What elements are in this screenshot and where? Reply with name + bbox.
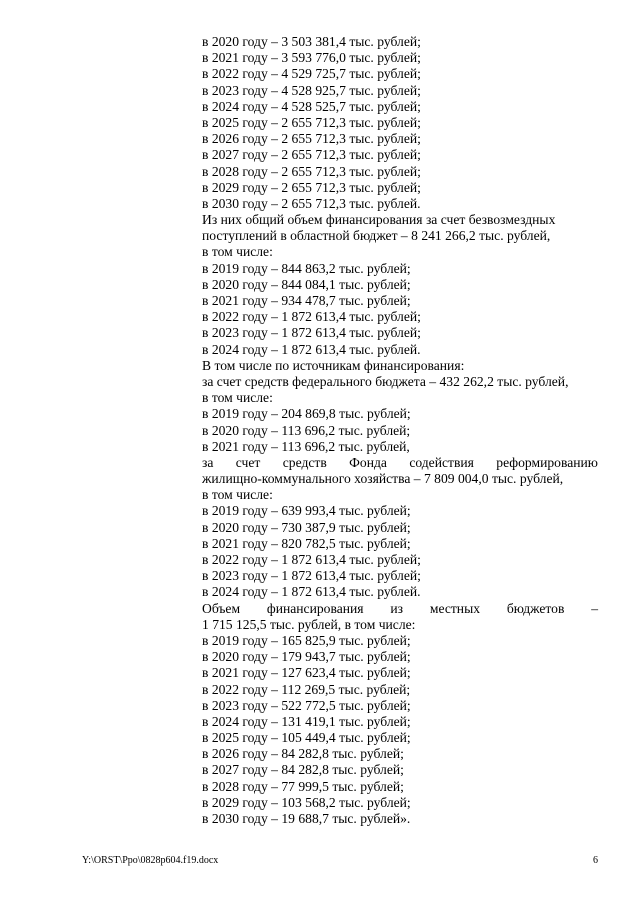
text-line: в 2026 году – 2 655 712,3 тыс. рублей; <box>202 131 421 147</box>
text-line: в 2023 году – 522 772,5 тыс. рублей; <box>202 697 411 713</box>
text-line: 1 715 125,5 тыс. рублей, в том числе: <box>202 616 416 632</box>
text-line: в 2021 году – 127 623,4 тыс. рублей; <box>202 665 411 681</box>
footer-file-path: Y:\ORST\Ppo\0828p604.f19.docx <box>82 855 219 866</box>
text-line: в 2020 году – 3 503 381,4 тыс. рублей; <box>202 34 421 49</box>
text-line: в 2024 году – 1 872 613,4 тыс. рублей. <box>202 341 421 357</box>
text-line: в том числе: <box>202 487 273 503</box>
text-line: в 2028 году – 2 655 712,3 тыс. рублей; <box>202 163 421 179</box>
text-line: в 2021 году – 113 696,2 тыс. рублей, <box>202 438 410 454</box>
text-line: в 2024 году – 4 528 525,7 тыс. рублей; <box>202 98 421 114</box>
text-line: в 2019 году – 844 863,2 тыс. рублей; <box>202 260 411 276</box>
page-footer <box>82 855 598 867</box>
text-line: в 2025 году – 105 449,4 тыс. рублей; <box>202 730 411 746</box>
text-line: в 2023 году – 1 872 613,4 тыс. рублей; <box>202 568 421 584</box>
text-line: в 2020 году – 113 696,2 тыс. рублей; <box>202 422 411 438</box>
text-line: в 2020 году – 844 084,1 тыс. рублей; <box>202 276 411 292</box>
text-line: за счет средств Фонда содействия реформированию <box>202 454 598 470</box>
text-line: в 2027 году – 84 282,8 тыс. рублей; <box>202 762 404 778</box>
text-line: в 2022 году – 1 872 613,4 тыс. рублей; <box>202 309 421 325</box>
text-line: жилищно-коммунального хозяйства – 7 809 004,0 тыс. рублей, <box>202 471 564 487</box>
text-line: в 2029 году – 2 655 712,3 тыс. рублей; <box>202 179 421 195</box>
text-line: в 2020 году – 730 387,9 тыс. рублей; <box>202 519 411 535</box>
text-line: в 2021 году – 3 593 776,0 тыс. рублей; <box>202 50 421 66</box>
text-line: в 2023 году – 1 872 613,4 тыс. рублей; <box>202 325 421 341</box>
text-line: в 2019 году – 639 993,4 тыс. рублей; <box>202 503 411 519</box>
text-line: в 2024 году – 131 419,1 тыс. рублей; <box>202 713 411 729</box>
text-line: в 2023 году – 4 528 925,7 тыс. рублей; <box>202 82 421 98</box>
text-line: в 2022 году – 4 529 725,7 тыс. рублей; <box>202 66 421 82</box>
text-line: в 2021 году – 934 478,7 тыс. рублей; <box>202 293 411 308</box>
text-line: в 2019 году – 165 825,9 тыс. рублей; <box>202 632 411 648</box>
text-line: в 2022 году – 112 269,5 тыс. рублей; <box>202 681 411 697</box>
text-line: за счет средств федерального бюджета – 432 262,2 тыс. рублей, <box>202 373 569 389</box>
text-line: Объем финансирования из местных бюджетов – <box>202 600 598 616</box>
text-line: в 2024 году – 1 872 613,4 тыс. рублей. <box>202 584 421 600</box>
text-line: в 2029 году – 103 568,2 тыс. рублей; <box>202 794 411 810</box>
text-line: в 2019 году – 204 869,8 тыс. рублей; <box>202 406 411 422</box>
document-body <box>202 34 598 827</box>
text-line: Из них общий объем финансирования за счет безвозмездных <box>202 212 556 228</box>
text-line: в 2025 году – 2 655 712,3 тыс. рублей; <box>202 114 421 130</box>
text-line: в 2022 году – 1 872 613,4 тыс. рублей; <box>202 552 421 567</box>
text-line: в 2020 году – 179 943,7 тыс. рублей; <box>202 649 411 665</box>
text-line: поступлений в областной бюджет – 8 241 266,2 тыс. рублей, <box>202 228 551 244</box>
text-line: в том числе: <box>202 244 273 260</box>
text-line: в 2021 году – 820 782,5 тыс. рублей; <box>202 535 411 551</box>
text-line: в 2030 году – 2 655 712,3 тыс. рублей. <box>202 195 421 211</box>
text-line: в том числе: <box>202 390 273 406</box>
text-line: в 2028 году – 77 999,5 тыс. рублей; <box>202 778 404 794</box>
text-line: в 2027 году – 2 655 712,3 тыс. рублей; <box>202 147 421 163</box>
text-line: в 2026 году – 84 282,8 тыс. рублей; <box>202 746 404 762</box>
text-line: В том числе по источникам финансирования: <box>202 357 465 373</box>
text-line: в 2030 году – 19 688,7 тыс. рублей». <box>202 811 411 826</box>
footer-page-number: 6 <box>593 855 598 866</box>
